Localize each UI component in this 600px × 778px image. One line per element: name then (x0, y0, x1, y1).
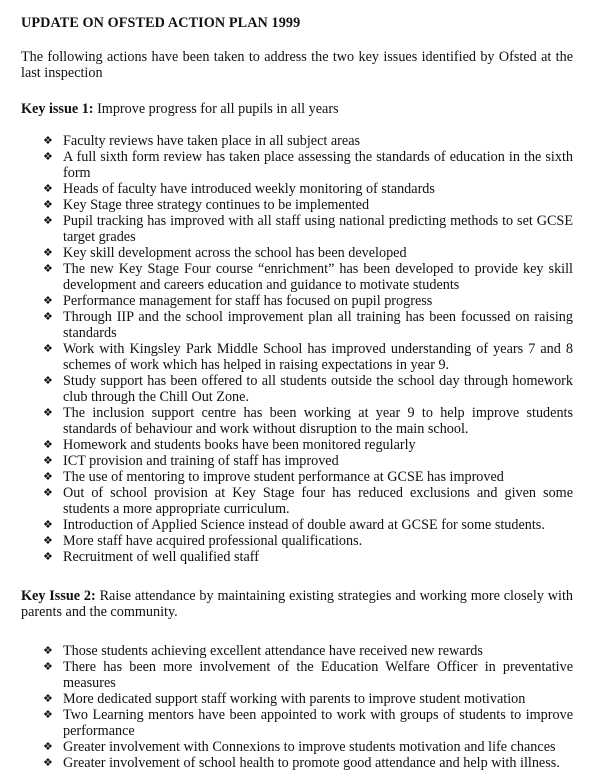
diamond-bullet-icon: ❖ (43, 343, 53, 355)
action-item (21, 755, 573, 771)
action-item-text: The use of mentoring to improve student performance at GCSE has improved (63, 469, 504, 485)
action-item-text: Study support has been offered to all students outside the school day through homework club through the Chill Out Zone. (63, 373, 573, 405)
action-item-text: Faculty reviews have taken place in all subject areas (63, 133, 361, 149)
action-item-text: ICT provision and training of staff has improved (63, 453, 339, 469)
action-item (21, 691, 573, 707)
action-item (21, 739, 573, 755)
diamond-bullet-icon: ❖ (43, 693, 53, 705)
key-issue-1-action-list (21, 133, 581, 565)
action-item (21, 245, 573, 261)
diamond-bullet-icon: ❖ (43, 311, 53, 323)
action-item (21, 707, 573, 739)
action-item-text: Out of school provision at Key Stage four has reduced exclusions and given some students a more appropriate curriculum. (63, 485, 573, 517)
key-issue-2-text: Raise attendance by maintaining existing strategies and working more closely with parents and the community. (21, 588, 574, 620)
diamond-bullet-icon: ❖ (43, 471, 53, 483)
document-title: UPDATE ON OFSTED ACTION PLAN 1999 (21, 15, 301, 31)
diamond-bullet-icon: ❖ (43, 135, 53, 147)
key-issue-2-heading (21, 588, 573, 620)
action-item-text: Greater involvement of school health to promote good attendance and help with illness. (63, 755, 560, 771)
action-item (21, 643, 573, 659)
diamond-bullet-icon: ❖ (43, 645, 53, 657)
diamond-bullet-icon: ❖ (43, 247, 53, 259)
diamond-bullet-icon: ❖ (43, 263, 53, 275)
diamond-bullet-icon: ❖ (43, 215, 53, 227)
action-item-text: Pupil tracking has improved with all staff using national predicting methods to set GCSE target grades (63, 213, 573, 245)
action-item-text: Introduction of Applied Science instead of double award at GCSE for some students. (63, 517, 545, 533)
diamond-bullet-icon: ❖ (43, 741, 53, 753)
intro-paragraph: The following actions have been taken to address the two key issues identified by Ofsted at the last inspection (21, 49, 573, 81)
action-item-text: Key Stage three strategy continues to be implemented (63, 197, 370, 213)
action-item-text: Through IIP and the school improvement plan all training has been focussed on raising standards (63, 309, 573, 341)
action-item (21, 341, 573, 373)
action-item (21, 659, 573, 691)
key-issue-1-text: Improve progress for all pupils in all years (97, 101, 339, 117)
diamond-bullet-icon: ❖ (43, 439, 53, 451)
diamond-bullet-icon: ❖ (43, 661, 53, 673)
key-issue-2-action-list (21, 643, 581, 771)
diamond-bullet-icon: ❖ (43, 407, 53, 419)
diamond-bullet-icon: ❖ (43, 199, 53, 211)
action-item (21, 373, 573, 405)
diamond-bullet-icon: ❖ (43, 551, 53, 563)
diamond-bullet-icon: ❖ (43, 455, 53, 467)
action-item-text: Key skill development across the school has been developed (63, 245, 407, 261)
diamond-bullet-icon: ❖ (43, 487, 53, 499)
action-item-text: More staff have acquired professional qualifications. (63, 533, 363, 549)
action-item (21, 469, 573, 485)
action-item-text: Two Learning mentors have been appointed to work with groups of students to improve performance (63, 707, 573, 739)
action-item (21, 549, 573, 565)
action-item (21, 533, 573, 549)
diamond-bullet-icon: ❖ (43, 295, 53, 307)
action-item (21, 405, 573, 437)
key-issue-1-label: Key issue 1: (21, 101, 94, 117)
action-item (21, 293, 573, 309)
diamond-bullet-icon: ❖ (43, 709, 53, 721)
action-item (21, 309, 573, 341)
diamond-bullet-icon: ❖ (43, 151, 53, 163)
action-item (21, 133, 573, 149)
diamond-bullet-icon: ❖ (43, 183, 53, 195)
action-item-text: A full sixth form review has taken place assessing the standards of education in the sixth form (63, 149, 573, 181)
document-page (21, 15, 581, 771)
action-item-text: The new Key Stage Four course “enrichment” has been developed to provide key skill development and careers education and guidance to motivate students (63, 261, 573, 293)
action-item-text: There has been more involvement of the Education Welfare Officer in preventative measures (63, 659, 573, 691)
action-item-text: Greater involvement with Connexions to improve students motivation and life chances (63, 739, 556, 755)
action-item (21, 437, 573, 453)
action-item (21, 181, 573, 197)
action-item (21, 453, 573, 469)
diamond-bullet-icon: ❖ (43, 535, 53, 547)
action-item-text: Performance management for staff has focused on pupil progress (63, 293, 433, 309)
action-item-text: Homework and students books have been monitored regularly (63, 437, 416, 453)
key-issue-1-heading (21, 101, 573, 117)
action-item (21, 213, 573, 245)
action-item-text: More dedicated support staff working with parents to improve student motivation (63, 691, 526, 707)
action-item (21, 261, 573, 293)
diamond-bullet-icon: ❖ (43, 757, 53, 769)
diamond-bullet-icon: ❖ (43, 375, 53, 387)
action-item (21, 517, 573, 533)
action-item-text: Those students achieving excellent attendance have received new rewards (63, 643, 483, 659)
action-item (21, 197, 573, 213)
key-issue-2-label: Key Issue 2: (21, 588, 96, 604)
action-item-text: Heads of faculty have introduced weekly monitoring of standards (63, 181, 435, 197)
action-item-text: Recruitment of well qualified staff (63, 549, 259, 565)
action-item (21, 149, 573, 181)
action-item-text: Work with Kingsley Park Middle School has improved understanding of years 7 and 8 schemes of work which has helped in raising expectations in year 9. (63, 341, 573, 373)
action-item-text: The inclusion support centre has been working at year 9 to help improve students standards of behaviour and work without disruption to the main school. (63, 405, 573, 437)
diamond-bullet-icon: ❖ (43, 519, 53, 531)
action-item (21, 485, 573, 517)
